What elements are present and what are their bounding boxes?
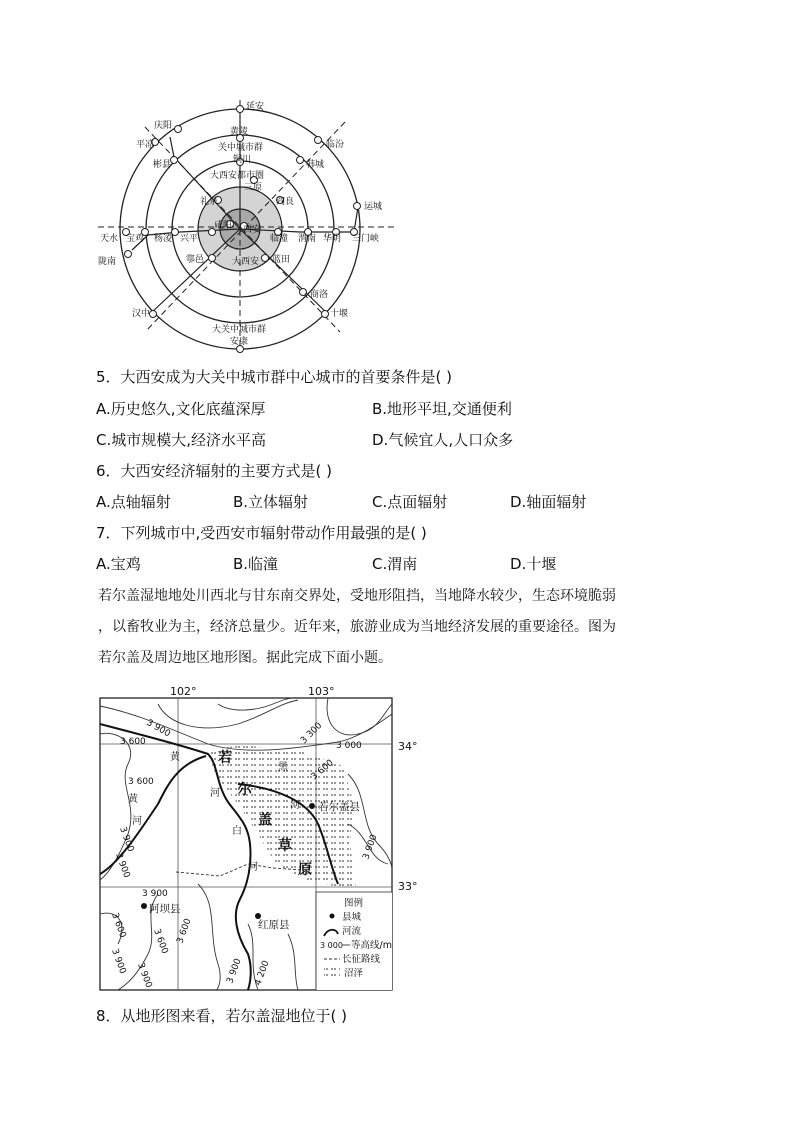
svg-text:3 600: 3 600: [309, 758, 336, 783]
legend-contour-sample: 3 000: [320, 941, 343, 950]
q6-option-b[interactable]: B.立体辐射: [233, 493, 309, 511]
label-lintong: 临潼: [270, 234, 289, 244]
svg-text:尔: 尔: [238, 782, 252, 798]
label-xingping: 兴平: [180, 234, 199, 244]
q6-option-d[interactable]: D.轴面辐射: [510, 493, 587, 511]
svg-text:白: 白: [232, 826, 242, 837]
label-yangling: 杨凌: [154, 234, 173, 244]
county-label-zoige: 若尔盖县: [318, 801, 360, 813]
svg-text:3 300: 3 300: [299, 720, 325, 747]
legend-route: 长征路线: [342, 954, 381, 965]
county-label-aba: 阿坝县: [149, 903, 181, 915]
city-cluster-diagram: [90, 92, 400, 354]
lon-label-102: 102°: [170, 685, 197, 698]
label-linfen: 临汾: [326, 140, 345, 150]
label-guanzhong-cluster: 关中城市群: [218, 143, 264, 153]
q7-option-b[interactable]: B.临潼: [233, 555, 279, 573]
legend-river: 河流: [342, 926, 362, 937]
label-hanzhong: 汉中: [132, 309, 151, 319]
county-label-hongyuan: 红原县: [258, 919, 290, 931]
label-huayin: 华阴: [323, 234, 342, 244]
label-pingliang: 平凉: [136, 140, 155, 150]
svg-text:若: 若: [218, 750, 232, 766]
legend-contour: 等高线/m: [351, 940, 392, 951]
svg-text:河: 河: [132, 816, 142, 827]
svg-text:河: 河: [210, 788, 220, 799]
q5-option-c[interactable]: C.城市规模大,经济水平高: [96, 431, 267, 449]
legend-marsh: 沼泽: [344, 968, 364, 979]
svg-text:3 900: 3 900: [361, 833, 380, 862]
svg-text:原: 原: [298, 862, 312, 878]
label-great-xian: 大西安: [232, 257, 260, 267]
label-yanan: 延安: [246, 102, 265, 112]
svg-text:3 600: 3 600: [128, 777, 154, 787]
label-shangluo: 商洛: [310, 290, 329, 300]
lat-label-34: 34°: [398, 740, 418, 753]
label-yanliang: 阎良: [276, 197, 295, 207]
question-7-stem: 7．下列城市中,受西安市辐射带动作用最强的是( ): [96, 524, 427, 542]
q7-option-d[interactable]: D.十堰: [510, 555, 557, 573]
label-qingyang: 庆阳: [154, 121, 173, 131]
label-weinan: 渭南: [298, 234, 317, 244]
q5-option-a[interactable]: A.历史悠久,文化底蕴深厚: [96, 400, 266, 418]
svg-text:3 600: 3 600: [120, 737, 146, 747]
svg-text:3 900: 3 900: [142, 889, 168, 899]
label-xian: 西安: [243, 225, 262, 235]
svg-text:3 600: 3 600: [109, 911, 128, 940]
svg-text:草: 草: [278, 838, 292, 854]
passage-line-2: ，以畜牧业为主，经济总量少。近年来，旅游业成为当地经济发展的重要途径。图为: [98, 619, 616, 635]
svg-text:河: 河: [290, 800, 300, 811]
svg-text:3 900: 3 900: [225, 957, 244, 986]
svg-text:3 000: 3 000: [336, 741, 362, 751]
label-sanmenxia: 三门峡: [352, 234, 380, 244]
passage-line-3: 若尔盖及周边地区地形图。据此完成下面小题。: [98, 650, 392, 666]
label-tongchuan: 铜川: [233, 155, 252, 165]
label-huyi: 鄠邑: [186, 255, 205, 265]
svg-text:3 900: 3 900: [144, 717, 172, 740]
label-tianshui: 天水: [100, 234, 119, 244]
label-longnan: 陇南: [98, 257, 117, 267]
zoige-topographic-map: [98, 684, 428, 994]
label-baoji: 宝鸡: [126, 234, 145, 244]
label-shiyan: 十堰: [330, 309, 349, 319]
svg-text:3 600: 3 600: [151, 927, 170, 956]
question-5-stem: 5．大西安成为大关中城市群中心城市的首要条件是( ): [96, 368, 453, 386]
q5-option-d[interactable]: D.气候宜人,人口众多: [372, 431, 514, 449]
svg-text:3 900: 3 900: [117, 825, 136, 854]
svg-text:黄: 黄: [128, 794, 138, 805]
label-binxian: 彬县: [153, 160, 172, 170]
label-huangling: 黄陵: [230, 127, 249, 137]
map-legend: [316, 892, 392, 990]
question-8-stem: 8．从地形图来看，若尔盖湿地位于( ): [96, 1007, 348, 1025]
q6-option-a[interactable]: A.点轴辐射: [96, 493, 171, 511]
passage-line-1: 若尔盖湿地地处川西北与甘东南交界处，受地形阻挡，当地降水较少，生态环境脆弱: [98, 588, 616, 604]
label-metro-circle: 大西安都市圈: [210, 171, 265, 181]
svg-text:盖: 盖: [258, 812, 272, 828]
svg-text:3 900: 3 900: [135, 961, 154, 990]
svg-text:4 200: 4 200: [253, 959, 272, 988]
q6-option-c[interactable]: C.点面辐射: [372, 493, 448, 511]
svg-text:3 900: 3 900: [109, 947, 128, 976]
label-xianyang: 咸阳: [214, 221, 233, 231]
q5-option-b[interactable]: B.地形平坦,交通便利: [372, 400, 512, 418]
svg-text:黄: 黄: [170, 752, 180, 763]
label-sanyuan: 三原: [244, 183, 263, 193]
lat-label-33: 33°: [398, 880, 418, 893]
svg-text:河: 河: [248, 862, 258, 873]
label-hancheng: 韩城: [306, 160, 325, 170]
legend-county: 县城: [342, 912, 362, 923]
legend-title: 图例: [344, 898, 364, 909]
label-yuncheng: 运城: [364, 202, 383, 212]
label-lantian: 蓝田: [272, 255, 291, 265]
svg-text:3 900: 3 900: [113, 851, 132, 880]
svg-text:3 600: 3 600: [175, 917, 194, 946]
svg-text:黑: 黑: [278, 762, 288, 773]
q7-option-a[interactable]: A.宝鸡: [96, 555, 141, 573]
label-ankang: 安康: [230, 337, 249, 347]
q7-option-c[interactable]: C.渭南: [372, 555, 418, 573]
lon-label-103: 103°: [308, 685, 335, 698]
question-6-stem: 6．大西安经济辐射的主要方式是( ): [96, 462, 333, 480]
label-greater-guanzhong-cluster: 大关中城市群: [212, 325, 267, 335]
label-liquan: 礼泉: [200, 197, 219, 207]
